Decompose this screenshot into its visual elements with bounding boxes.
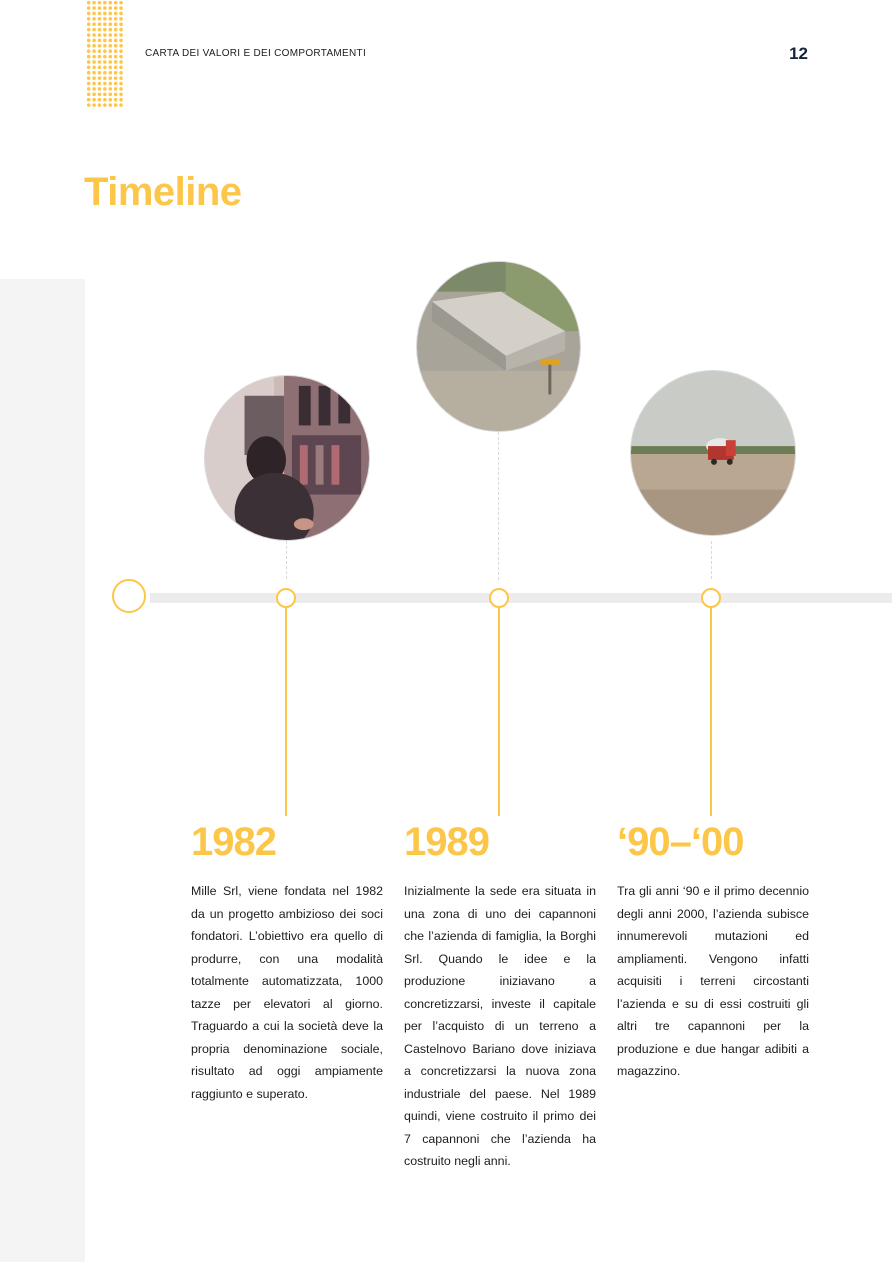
timeline-stem-1982 — [285, 607, 287, 816]
timeline-node-1989 — [489, 588, 509, 608]
concrete-truck-site-photo — [630, 370, 796, 536]
dot-pattern-decoration — [86, 0, 124, 107]
timeline-node-90-00 — [701, 588, 721, 608]
description-1982: Mille Srl, viene fondata nel 1982 da un progetto ambizioso dei soci fondatori. L’obiettivo era quello di produrre, con una modalità totalmente automatizzata, 1000 tazze per elevatori al giorno. Traguardo a cui la società deve la propria denominazione sociale, risultato ad oggi ampiamente raggiunto e superato. — [191, 884, 383, 1101]
timeline-stem-1989 — [498, 607, 500, 816]
header-title: CARTA DEI VALORI E DEI COMPORTAMENTI — [145, 48, 367, 59]
aerial-warehouse-photo — [416, 261, 581, 432]
year-1989: 1989 — [404, 820, 489, 864]
year-1982: 1982 — [191, 820, 276, 864]
worker-at-machinery-photo — [204, 375, 370, 541]
side-panel-background — [0, 279, 85, 1262]
timeline-stem-90-00 — [710, 607, 712, 816]
timeline-track — [150, 593, 892, 603]
connector-dash-1989 — [498, 432, 499, 580]
timeline-node-1982 — [276, 588, 296, 608]
timeline-start-marker — [112, 579, 146, 613]
page-number: 12 — [789, 44, 808, 63]
description-90-00: Tra gli anni ‘90 e il primo decennio degli anni 2000, l’azienda subisce innumerevoli mutazioni ed ampliamenti. Vengono infatti acquisiti i terreni circostanti l’azienda e su di essi costruiti gli altri tre capannoni per la produzione e due hangar adibiti a magazzino. — [617, 884, 809, 1078]
description-1989: Inizialmente la sede era situata in una zona di uno dei capannoni che l’azienda di famiglia, la Borghi Srl. Quando le idee e la produzione iniziavano a concretizzarsi, investe il capitale per l’acquisto di un terreno a Castelnovo Bariano dove iniziava a concretizzarsi la nuova zona industriale del paese. Nel 1989 quindi, viene costruito il primo dei 7 capannoni che l’azienda ha costruito negli anni. — [404, 884, 596, 1168]
connector-dash-90-00 — [711, 541, 712, 579]
page-title: Timeline — [84, 170, 242, 214]
year-90-00: ‘90–‘00 — [617, 820, 744, 864]
connector-dash-1982 — [286, 541, 287, 579]
